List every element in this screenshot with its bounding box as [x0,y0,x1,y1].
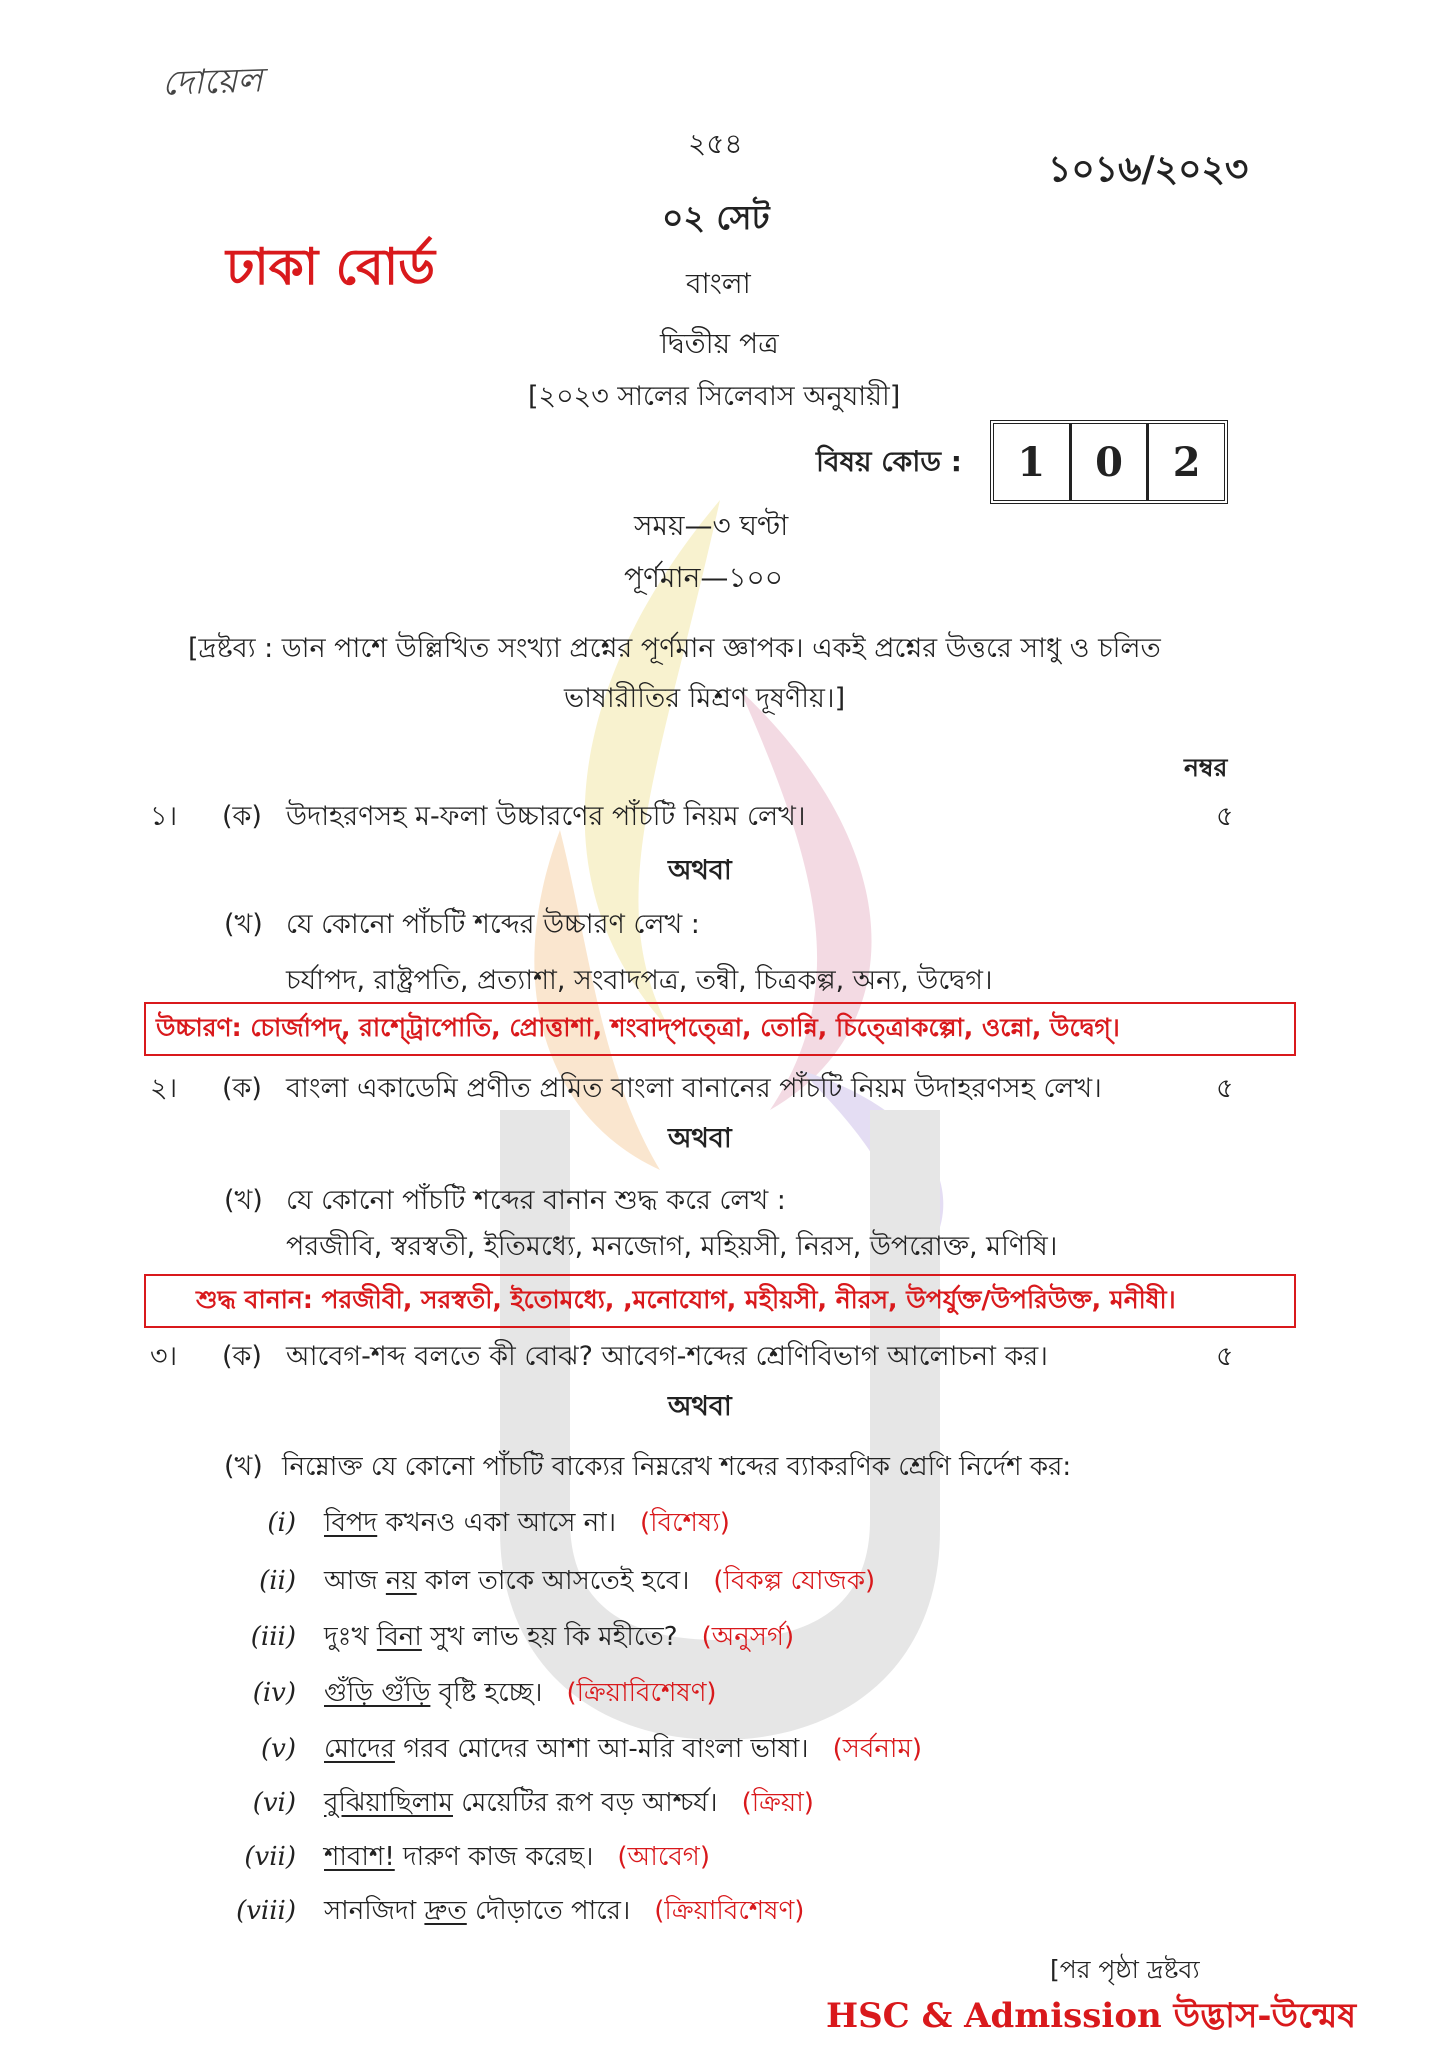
q2-number: ২। [150,1073,178,1104]
q1-answer: উচ্চারণ: চোর্জাপদ্, রাশ্ট্রোপোতি, প্রোত্তাশা, শংবাদ্পত্ত্রো, তোন্নি, চিত্ত্রোকল্পো, ওন্নো, উদ্বেগ্। [156,1012,1120,1042]
q3-item-text: কাল তাকে আসতেই হবে। [416,1566,690,1596]
q3-item-underlined-word: বুঝিয়াছিলাম [324,1788,453,1818]
q3-item-underlined-word: বিপদ [324,1508,378,1538]
q3-item-number: (i) [267,1508,296,1538]
q3-item-prefix: সানজিদা [324,1896,425,1926]
subject-code-digit: 0 [1069,424,1147,500]
q3-item-text: বৃষ্টি হচ্ছে। [430,1678,543,1708]
q3-item [206,1728,922,1772]
q1-answer-box [144,1002,1296,1056]
q3-item-number: (viii) [236,1896,296,1926]
q1-a-text: উদাহরণসহ ম-ফলা উচ্চারণের পাঁচটি নিয়ম লেখ। [286,801,806,832]
q2-a-marks: ৫ [1216,1073,1234,1104]
syllabus-note: [২০২৩ সালের সিলেবাস অনুযায়ী] [528,381,901,412]
q3-item-text: দৌড়াতে পারে। [466,1896,631,1926]
q3-item-answer: (ক্রিয়া) [741,1788,814,1818]
q3-b-label: (খ) [224,1451,263,1482]
board-title: ঢাকা বোর্ড [226,238,436,296]
instruction-line-2: ভাষারীতির মিশ্রণ দূষণীয়।] [564,683,846,714]
q2-or-label: অথবা [668,1123,732,1154]
subject-code-label: বিষয় কোড : [816,445,962,478]
q3-item [206,1782,814,1826]
q1-a-marks: ৫ [1216,801,1234,832]
q2-b-label: (খ) [224,1185,263,1216]
q3-item [206,1672,717,1716]
q3-item-answer: (অনুসর্গ) [701,1622,795,1652]
subject-code-digit: 2 [1146,424,1224,500]
q3-number: ৩। [150,1341,178,1372]
q2-b-text: যে কোনো পাঁচটি শব্দের বানান শুদ্ধ করে লেখ : [286,1185,786,1216]
q3-a-text: আবেগ-শব্দ বলতে কী বোঝ? আবেগ-শব্দের শ্রেণিবিভাগ আলোচনা কর। [286,1341,1048,1372]
q3-item-number: (vi) [252,1788,296,1818]
q3-item-answer: (আবেগ) [617,1842,710,1872]
footer-brand: HSC & Admission উদ্ভাস-উন্মেষ [826,1996,1357,2036]
q3-item-answer: (বিশেষ্য) [640,1508,730,1538]
q3-item [206,1502,730,1546]
q3-item-underlined-word: দ্রুত [424,1896,467,1926]
q1-number: ১। [150,801,178,832]
q3-item-number: (iv) [252,1678,296,1708]
q3-a-label: (ক) [222,1341,262,1372]
q3-item [206,1890,804,1934]
paper-title: দ্বিতীয় পত্র [660,327,779,360]
instruction-line-1: [দ্রষ্টব্য : ডান পাশে উল্লিখিত সংখ্যা প্রশ্নের পূর্ণমান জ্ঞাপক। একই প্রশ্নের উত্তরে সাধু ও চলিত [188,633,1161,664]
q3-item-number: (v) [261,1734,296,1764]
q3-item-text: কখনও একা আসে না। [377,1508,617,1538]
q3-item-underlined-word: মোদের [324,1734,395,1764]
q3-item-text: সুখ লাভ হয় কি মহীতে? [421,1622,678,1652]
q3-item-number: (ii) [259,1566,296,1596]
q3-item-underlined-word: শাবাশ! [324,1842,395,1872]
time-limit: সময়—৩ ঘণ্টা [634,509,789,542]
q3-item-underlined-word: বিনা [376,1622,422,1652]
subject-code-box [990,420,1228,504]
q3-a-marks: ৫ [1216,1341,1234,1372]
q3-b-text: নিম্নোক্ত যে কোনো পাঁচটি বাক্যের নিম্নরেখ শব্দের ব্যাকরণিক শ্রেণি নির্দেশ কর: [282,1452,1072,1482]
code-number: ২৫৪ [688,127,743,160]
q2-a-label: (ক) [222,1073,262,1104]
q2-answer: শুদ্ধ বানান: পরজীবী, সরস্বতী, ইতোমধ্যে, ,মনোযোগ, মহীয়সী, নীরস, উপর্যুক্ত/উপরিউক্ত, মনীষী। [196,1284,1176,1314]
q3-item-answer: (বিকল্প যোজক) [713,1566,876,1596]
q1-b-label: (খ) [224,909,263,940]
q3-item-answer: (ক্রিয়াবিশেষণ) [566,1678,717,1708]
q3-item [206,1560,875,1604]
q3-item-answer: (ক্রিয়াবিশেষণ) [654,1896,805,1926]
q3-item-number: (vii) [244,1842,296,1872]
subject-title: বাংলা [686,267,751,300]
q3-item-prefix: দুঃখ [324,1622,377,1652]
exam-id: ১০১৬/২০২৩ [1048,149,1249,190]
q3-item [206,1836,710,1880]
q2-b-words: পরজীবি, স্বরস্বতী, ইতিমধ্যে, মনজোগ, মহিয়সী, নিরস, উপরোক্ত, মণিষি। [286,1231,1058,1262]
q1-or-label: অথবা [668,855,732,886]
q3-item-underlined-word: গুঁড়ি গুঁড়ি [324,1678,431,1708]
q3-item-number: (iii) [250,1622,296,1652]
marks-header: নম্বর [1184,753,1228,782]
next-page-note: [পর পৃষ্ঠা দ্রষ্টব্য [1050,1955,1200,1984]
q3-item-underlined-word: নয় [385,1566,417,1596]
subject-code-digit: 1 [1017,438,1046,486]
q3-item-text: গরব মোদের আশা আ-মরি বাংলা ভাষা। [394,1734,809,1764]
set-label: ০২ সেট [662,198,770,237]
full-marks: পূর্ণমান—১০০ [624,561,783,594]
q3-or-label: অথবা [668,1391,732,1422]
handwritten-stamp: দোয়েল [161,60,264,104]
q3-item-text: দারুণ কাজ করেছ। [394,1842,594,1872]
q3-item-answer: (সর্বনাম) [832,1734,923,1764]
q1-b-text: যে কোনো পাঁচটি শব্দের উচ্চারণ লেখ : [286,909,700,940]
q3-item-text: মেয়েটির রূপ বড় আশ্চর্য। [453,1788,718,1818]
q2-answer-box [144,1274,1296,1328]
q1-b-words: চর্যাপদ, রাষ্ট্রপতি, প্রত্যাশা, সংবাদপত্র, তন্বী, চিত্রকল্প, অন্য, উদ্বেগ। [286,965,993,996]
q2-a-text: বাংলা একাডেমি প্রণীত প্রমিত বাংলা বানানের পাঁচটি নিয়ম উদাহরণসহ লেখ। [286,1073,1102,1104]
q3-item-prefix: আজ [324,1566,386,1596]
q1-a-label: (ক) [222,801,262,832]
q3-item [206,1616,794,1660]
